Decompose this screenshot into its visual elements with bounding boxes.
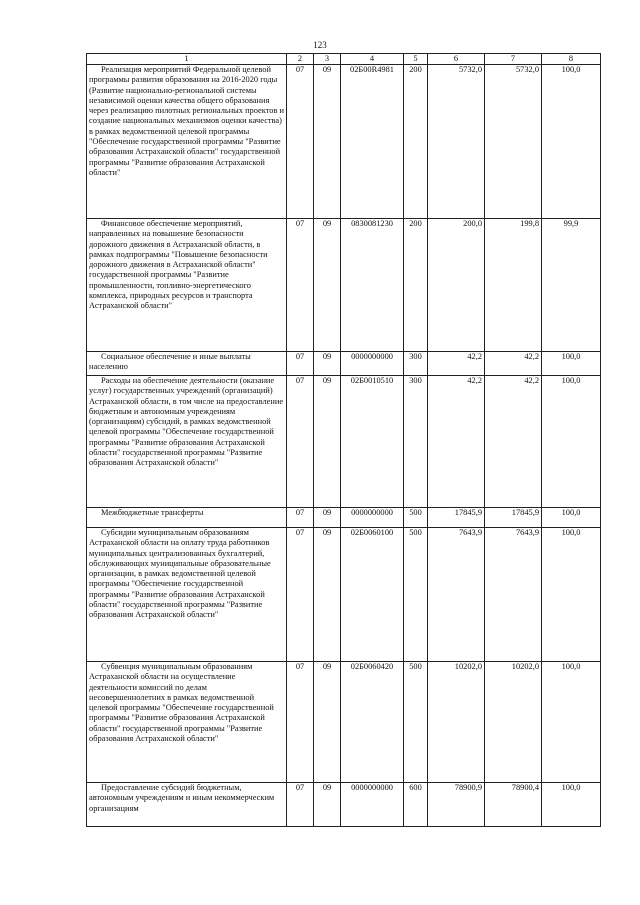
target-item-code: 0000000000 xyxy=(341,352,404,376)
section-code: 07 xyxy=(287,508,314,528)
execution-percent: 99,9 xyxy=(542,219,601,352)
expense-type-code: 200 xyxy=(404,219,428,352)
header-cell: 8 xyxy=(542,54,601,65)
expense-type-code: 300 xyxy=(404,352,428,376)
planned-amount: 17845,9 xyxy=(428,508,485,528)
expense-name-text: Субсидии муниципальным образованиям Астраханской области на оплату труда работников муниципальных централизованных бухгалтерий, обслуживающих муниципальные образовательные организации, в рамках ведомственной целевой программы "Обеспечение государственной программы "Развитие образования Астраханской области" государственной программы "Развитие образования Астраханской области" xyxy=(89,528,271,620)
planned-amount: 78900,9 xyxy=(428,783,485,827)
expense-name xyxy=(87,352,287,376)
section-code: 07 xyxy=(287,376,314,508)
expense-name-text: Расходы на обеспечение деятельности (оказание услуг) государственных учреждений (организаций) Астраханской области, в том числе на предоставление бюджетным и автономным учреждениям (организациям) субсидий, в рамках ведомственной целевой программы "Обеспечение государственной программы "Развитие образования Астраханской области" государственной программы "Развитие образования Астраханской области" xyxy=(89,376,284,468)
executed-amount: 42,2 xyxy=(485,352,542,376)
expense-type-code: 600 xyxy=(404,783,428,827)
section-code: 07 xyxy=(287,783,314,827)
table-row xyxy=(87,65,601,219)
expense-name xyxy=(87,783,287,827)
expense-type-code: 300 xyxy=(404,376,428,508)
expense-name-text: Социальное обеспечение и иные выплаты населению xyxy=(89,352,251,372)
subsection-code: 09 xyxy=(314,376,341,508)
header-cell: 5 xyxy=(404,54,428,65)
subsection-code: 09 xyxy=(314,662,341,783)
table-row xyxy=(87,508,601,528)
table-row xyxy=(87,352,601,376)
table-row xyxy=(87,376,601,508)
header-row xyxy=(87,54,601,65)
header-cell: 1 xyxy=(87,54,287,65)
executed-amount: 199,8 xyxy=(485,219,542,352)
expense-name-text: Субвенция муниципальным образованиям Астраханской области на осуществление деятельности комиссий по делам несовершеннолетних в рамках ведомственной целевой программы "Обеспечение государственной программы "Развитие образования Астраханской области" государственной программы "Развитие образования Астраханской области" xyxy=(89,662,274,744)
expense-name-text: Предоставление субсидий бюджетным, автономным учреждениям и иным некоммерческим организациям xyxy=(89,783,275,813)
table-row xyxy=(87,528,601,662)
execution-percent: 100,0 xyxy=(542,508,601,528)
execution-percent: 100,0 xyxy=(542,783,601,827)
expense-name xyxy=(87,376,287,508)
target-item-code: 0000000000 xyxy=(341,508,404,528)
executed-amount: 17845,9 xyxy=(485,508,542,528)
page-number: 123 xyxy=(313,40,327,50)
executed-amount: 5732,0 xyxy=(485,65,542,219)
target-item-code: 02Б00R4981 xyxy=(341,65,404,219)
execution-percent: 100,0 xyxy=(542,65,601,219)
expense-name-text: Финансовое обеспечение мероприятий, направленных на повышение безопасности дорожного движения в Астраханской области, в рамках подпрограммы "Повышение безопасности дорожного движения в Астраханской области" государственной программы "Развитие промышленности, топливно-энергетического комплекса, природных ресурсов и транспорта Астраханской области" xyxy=(89,219,268,311)
expense-type-code: 500 xyxy=(404,528,428,662)
expense-type-code: 500 xyxy=(404,508,428,528)
header-cell: 4 xyxy=(341,54,404,65)
section-code: 07 xyxy=(287,219,314,352)
planned-amount: 5732,0 xyxy=(428,65,485,219)
section-code: 07 xyxy=(287,662,314,783)
subsection-code: 09 xyxy=(314,219,341,352)
subsection-code: 09 xyxy=(314,352,341,376)
execution-percent: 100,0 xyxy=(542,352,601,376)
expense-name xyxy=(87,662,287,783)
expense-name xyxy=(87,219,287,352)
header-cell: 6 xyxy=(428,54,485,65)
target-item-code: 0830081230 xyxy=(341,219,404,352)
target-item-code: 0000000000 xyxy=(341,783,404,827)
expense-name xyxy=(87,65,287,219)
execution-percent: 100,0 xyxy=(542,662,601,783)
planned-amount: 200,0 xyxy=(428,219,485,352)
expense-type-code: 200 xyxy=(404,65,428,219)
target-item-code: 02Б0060420 xyxy=(341,662,404,783)
table-row xyxy=(87,662,601,783)
expense-name xyxy=(87,508,287,528)
subsection-code: 09 xyxy=(314,783,341,827)
expense-name-text: Реализация мероприятий Федеральной целевой программы развития образования на 2016-2020 годы (Развитие национально-региональной системы независимой оценки качества общего образования через реализацию пилотных региональных проектов и создание национальных механизмов оценки качества) в рамках ведомственной целевой программы "Обеспечение государственной программы "Развитие образования Астраханской области" государственной программы "Развитие образования Астраханской области" xyxy=(89,65,284,177)
header-cell: 2 xyxy=(287,54,314,65)
expense-type-code: 500 xyxy=(404,662,428,783)
execution-percent: 100,0 xyxy=(542,528,601,662)
planned-amount: 42,2 xyxy=(428,376,485,508)
planned-amount: 7643,9 xyxy=(428,528,485,662)
subsection-code: 09 xyxy=(314,508,341,528)
header-cell: 3 xyxy=(314,54,341,65)
subsection-code: 09 xyxy=(314,528,341,662)
table-row xyxy=(87,219,601,352)
expense-name xyxy=(87,528,287,662)
target-item-code: 02Б0060100 xyxy=(341,528,404,662)
executed-amount: 10202,0 xyxy=(485,662,542,783)
budget-table xyxy=(86,53,601,827)
expense-name-text: Межбюджетные трансферты xyxy=(101,508,204,517)
planned-amount: 42,2 xyxy=(428,352,485,376)
executed-amount: 42,2 xyxy=(485,376,542,508)
section-code: 07 xyxy=(287,528,314,662)
header-cell: 7 xyxy=(485,54,542,65)
planned-amount: 10202,0 xyxy=(428,662,485,783)
subsection-code: 09 xyxy=(314,65,341,219)
target-item-code: 02Б0010510 xyxy=(341,376,404,508)
section-code: 07 xyxy=(287,352,314,376)
executed-amount: 7643,9 xyxy=(485,528,542,662)
table-body xyxy=(87,65,601,827)
section-code: 07 xyxy=(287,65,314,219)
executed-amount: 78900,4 xyxy=(485,783,542,827)
table-row xyxy=(87,783,601,827)
execution-percent: 100,0 xyxy=(542,376,601,508)
